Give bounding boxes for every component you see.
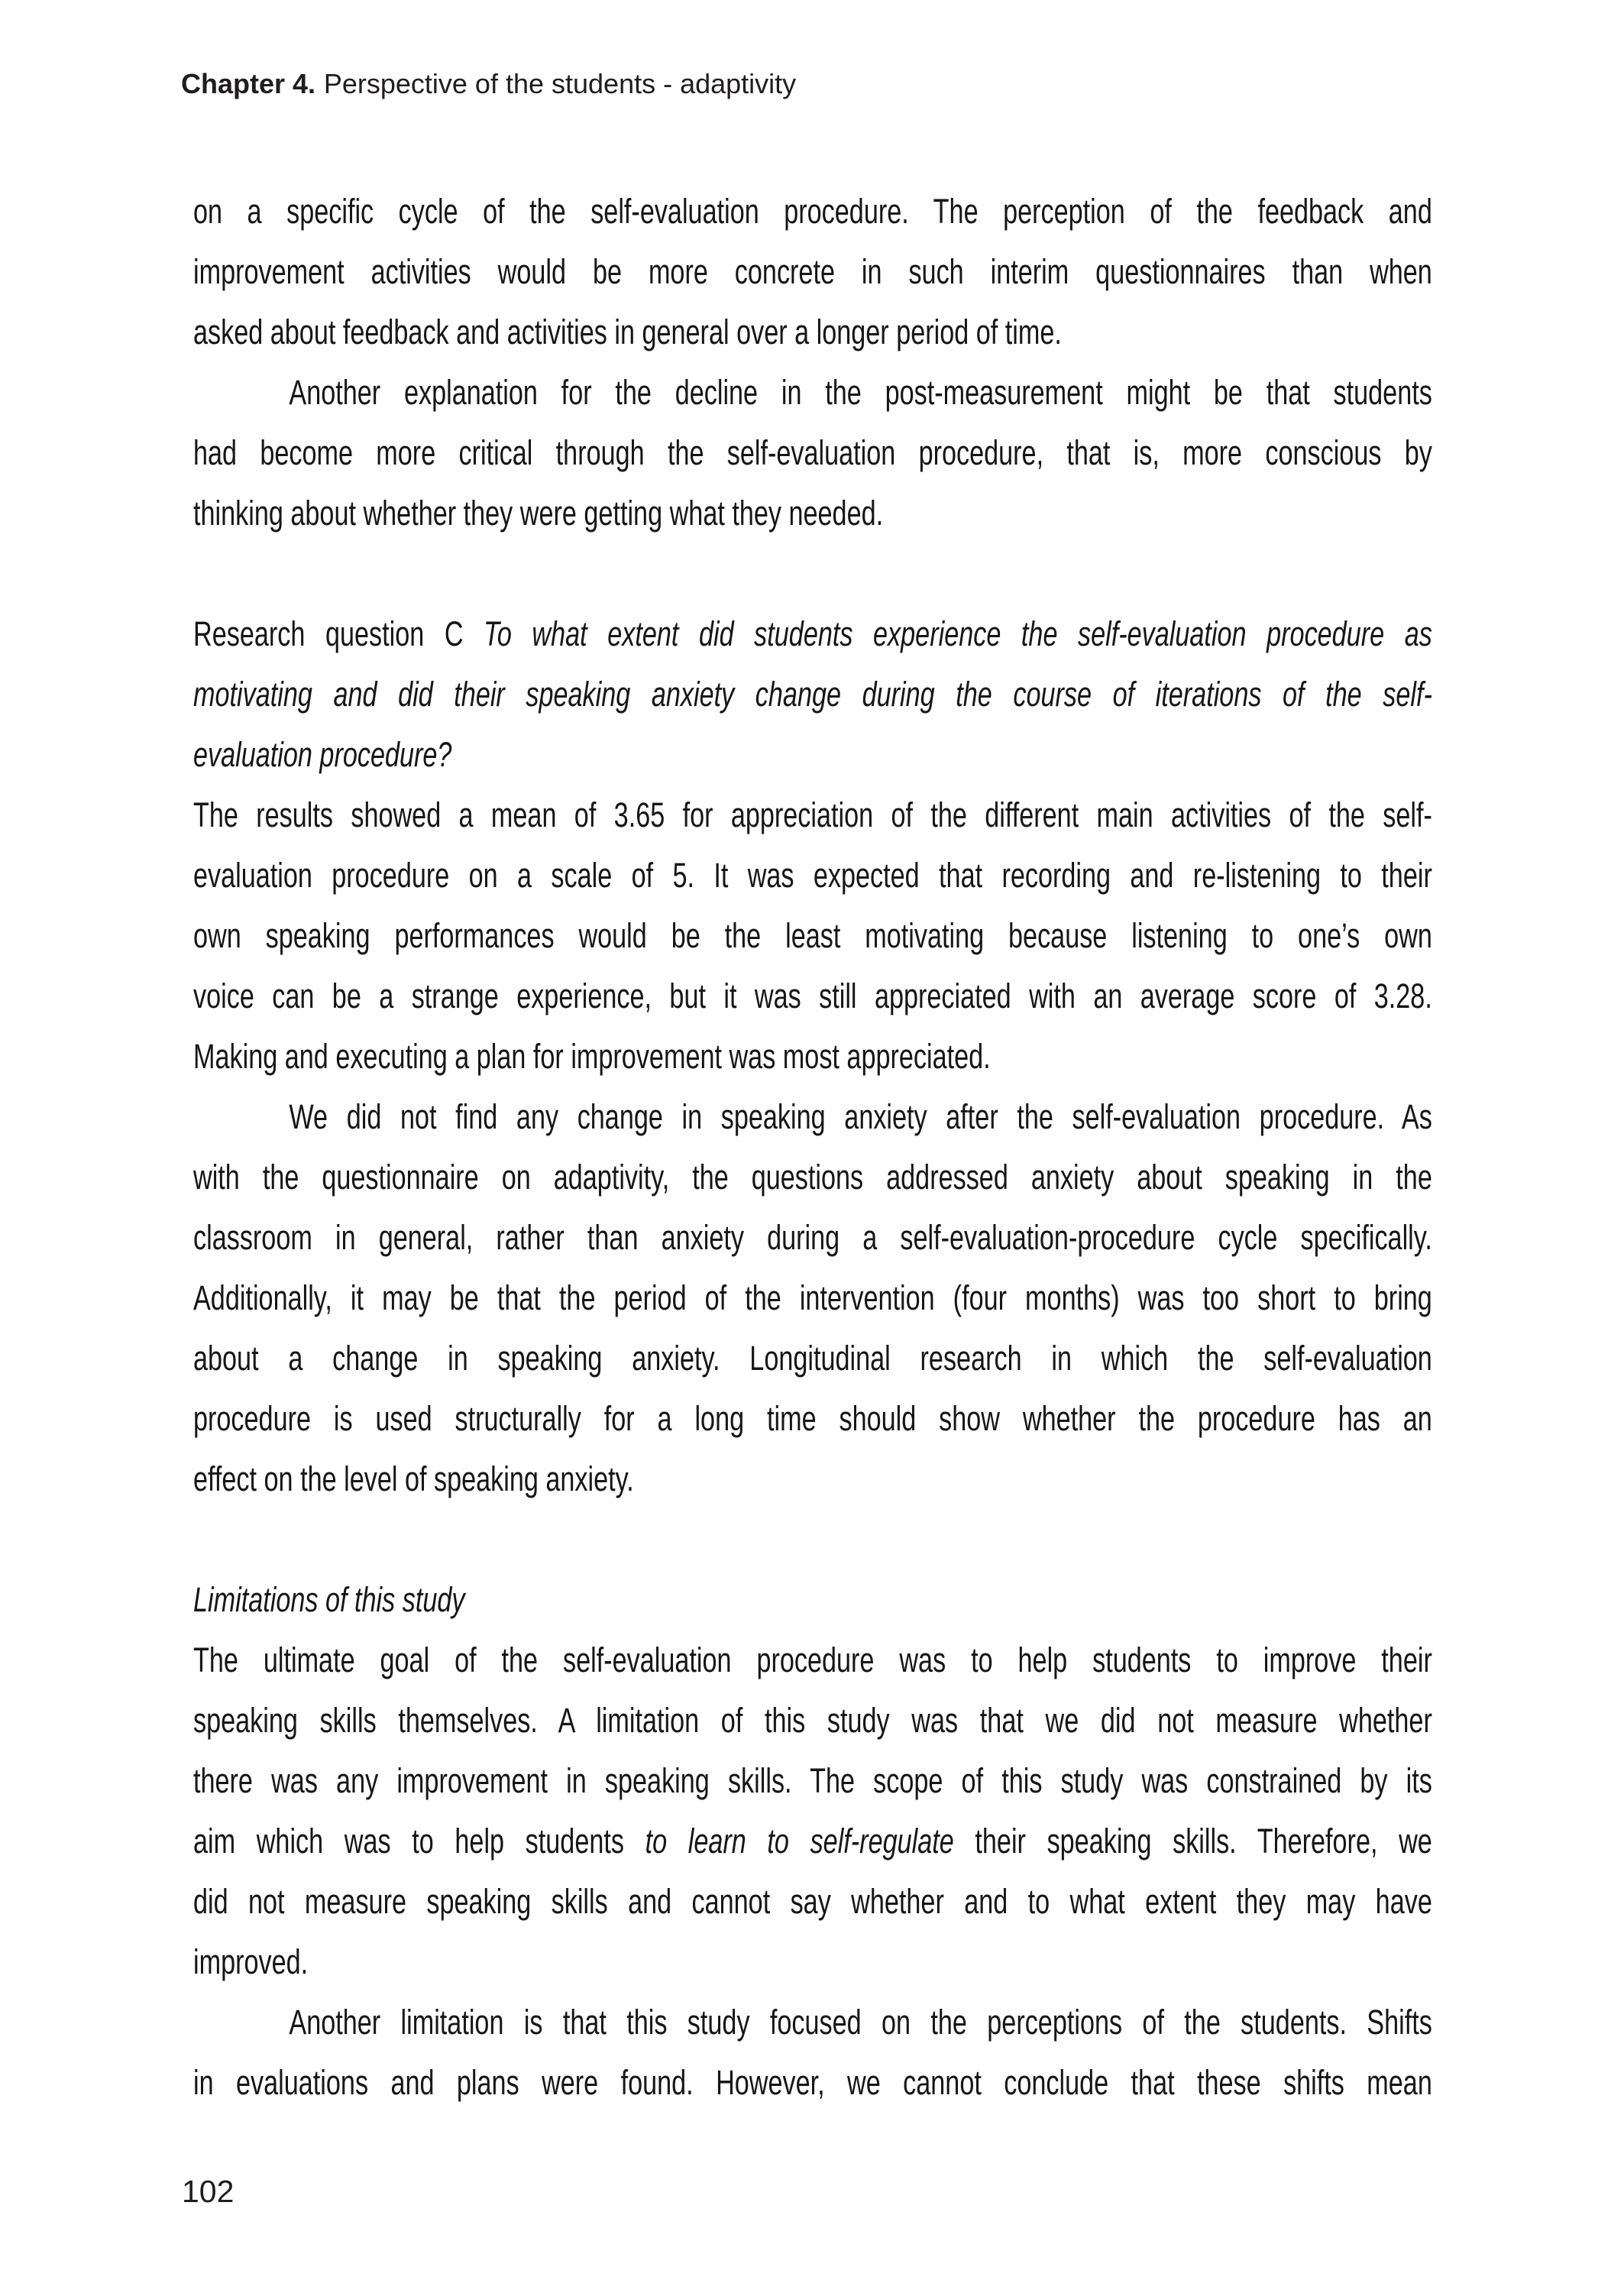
text-segment: own speaking performances would be the least motivating because listening to one’s own (193, 916, 1432, 955)
text-line (193, 966, 1432, 1026)
text-line (193, 724, 1432, 785)
section-heading (193, 1569, 1432, 1630)
text-segment: did not measure speaking skills and cannot say whether and to what extent they may have (193, 1882, 1432, 1921)
text-segment: there was any improvement in speaking skills. The scope of this study was constrained by its (193, 1761, 1432, 1800)
text-segment: aim which was to help students (193, 1822, 645, 1861)
text-segment: thinking about whether they were getting what they needed. (193, 494, 884, 533)
text-line (193, 1328, 1432, 1388)
text-segment: classroom in general, rather than anxiety during a self-evaluation-procedure cycle specifically. (193, 1218, 1432, 1257)
text-segment: We did not find any change in speaking anxiety after the self-evaluation procedure. As (289, 1097, 1432, 1136)
text-segment: voice can be a strange experience, but it was still appreciated with an average score of 3.28. (193, 976, 1432, 1015)
text-line (193, 664, 1432, 724)
text-segment: Additionally, it may be that the period of the intervention (four months) was too short to bring (193, 1278, 1432, 1317)
text-line (193, 1087, 1432, 1147)
text-line (193, 1449, 1432, 1509)
text-segment: asked about feedback and activities in general over a longer period of time. (193, 313, 1062, 351)
text-line (193, 845, 1432, 905)
text-segment: Research question C (193, 614, 484, 653)
text-segment: effect on the level of speaking anxiety. (193, 1459, 634, 1498)
text-line (193, 181, 1432, 241)
text-segment: evaluation procedure on a scale of 5. It was expected that recording and re-listening to their (193, 856, 1432, 895)
text-segment: The results showed a mean of 3.65 for appreciation of the different main activities of the self- (193, 795, 1432, 834)
italic-text-segment: evaluation procedure? (193, 735, 452, 774)
text-segment: about a change in speaking anxiety. Longitudinal research in which the self-evaluation (193, 1339, 1432, 1378)
text-line (193, 1811, 1432, 1871)
text-line (193, 1932, 1432, 1992)
text-line (193, 905, 1432, 966)
blank-line (193, 1509, 1432, 1569)
page-header (181, 67, 796, 101)
text-segment: with the questionnaire on adaptivity, the questions addressed anxiety about speaking in the (193, 1158, 1432, 1197)
text-segment: procedure is used structurally for a long time should show whether the procedure has an (193, 1399, 1432, 1438)
text-segment: had become more critical through the self-evaluation procedure, that is, more conscious by (193, 433, 1432, 472)
text-line (193, 1268, 1432, 1328)
text-line (193, 2052, 1432, 2113)
text-line (193, 1992, 1432, 2052)
text-line (193, 1207, 1432, 1268)
text-segment: Making and executing a plan for improvement was most appreciated. (193, 1037, 991, 1076)
text-line (193, 362, 1432, 423)
text-line (193, 1026, 1432, 1087)
text-segment: speaking skills themselves. A limitation of this study was that we did not measure whether (193, 1701, 1432, 1740)
text-segment: Another limitation is that this study focused on the perceptions of the students. Shifts (289, 2003, 1432, 2042)
text-segment: on a specific cycle of the self-evaluation procedure. The perception of the feedback and (193, 192, 1432, 231)
text-line (193, 241, 1432, 302)
text-line (193, 1690, 1432, 1751)
text-segment: improved. (193, 1942, 309, 1981)
text-segment: The ultimate goal of the self-evaluation procedure was to help students to improve their (193, 1640, 1432, 1679)
italic-text-segment: motivating and did their speaking anxiety change during the course of iterations of the self- (193, 675, 1432, 714)
text-segment: Another explanation for the decline in the post-measurement might be that students (289, 373, 1432, 412)
text-line (193, 604, 1432, 664)
text-line (193, 1388, 1432, 1449)
text-segment: improvement activities would be more concrete in such interim questionnaires than when (193, 252, 1432, 291)
blank-line (193, 543, 1432, 604)
chapter-label: Chapter 4. (181, 68, 316, 99)
italic-text-segment: To what extent did students experience the self-evaluation procedure as (484, 614, 1432, 653)
text-segment: their speaking skills. Therefore, we (953, 1822, 1432, 1861)
text-line (193, 423, 1432, 483)
text-line (193, 1751, 1432, 1811)
page-number: 102 (182, 2174, 235, 2209)
text-line (193, 483, 1432, 543)
italic-text-segment: to learn to self-regulate (645, 1822, 954, 1861)
text-line (193, 1630, 1432, 1690)
text-line (193, 302, 1432, 362)
text-line (193, 1871, 1432, 1932)
text-line (193, 785, 1432, 845)
text-segment: in evaluations and plans were found. However, we cannot conclude that these shifts mean (193, 2063, 1432, 2102)
text-line (193, 1147, 1432, 1207)
document-body (193, 181, 1432, 2113)
chapter-title: Perspective of the students - adaptivity (323, 68, 797, 99)
italic-text-segment: Limitations of this study (193, 1580, 465, 1619)
